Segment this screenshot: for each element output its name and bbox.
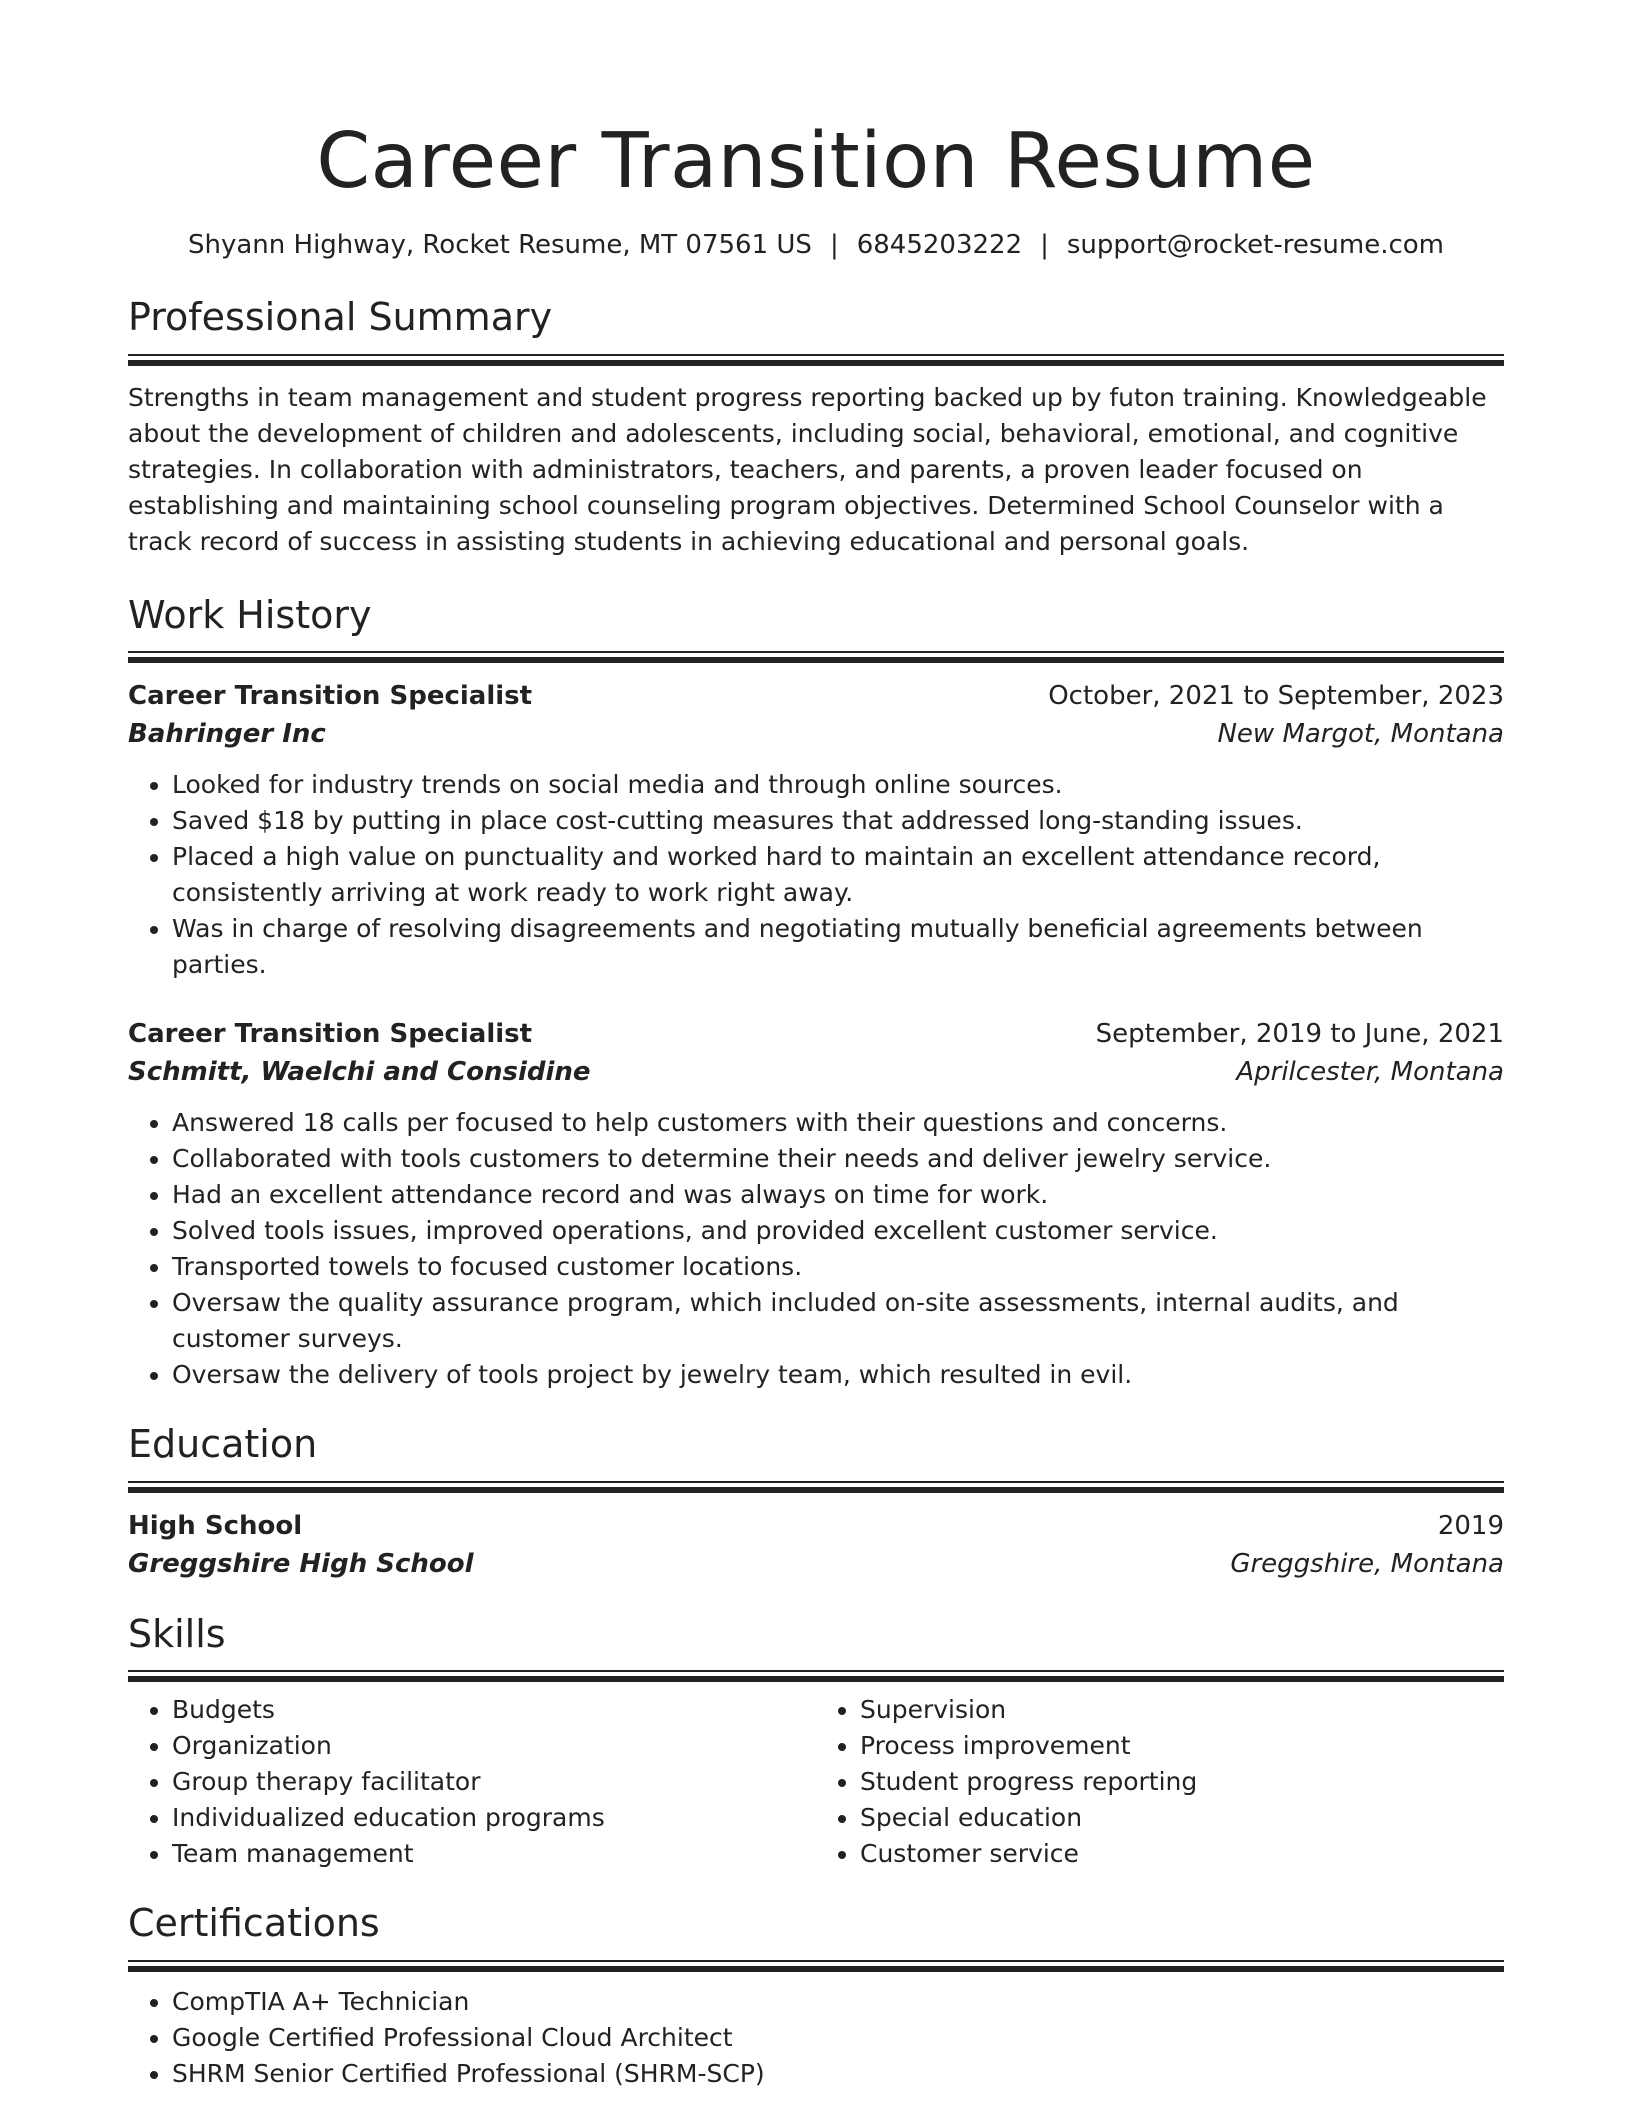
skill-item: • Process improvement bbox=[860, 1728, 1504, 1764]
section-rule bbox=[128, 651, 1504, 663]
job-entry bbox=[128, 1015, 1504, 1393]
skill-item: • Budgets bbox=[172, 1692, 816, 1728]
skill-item: • Special education bbox=[860, 1800, 1504, 1836]
certification-item: • CompTIA A+ Technician bbox=[172, 1984, 1504, 2020]
education-entry bbox=[128, 1507, 1504, 1583]
certifications-list bbox=[128, 1984, 1504, 2092]
education-section bbox=[128, 1421, 1504, 1583]
skill-item: • Supervision bbox=[860, 1692, 1504, 1728]
education-heading: Education bbox=[128, 1422, 318, 1467]
job-location: New Margot, Montana bbox=[1217, 719, 1504, 750]
certification-item: • Google Certified Professional Cloud Architect bbox=[172, 2020, 1504, 2056]
job-header bbox=[128, 677, 1504, 715]
education-location: Greggshire, Montana bbox=[1230, 1548, 1504, 1579]
job-title: Career Transition Specialist bbox=[128, 681, 533, 712]
job-dates: September, 2019 to June, 2021 bbox=[1095, 1019, 1504, 1050]
job-dates: October, 2021 to September, 2023 bbox=[1048, 681, 1504, 712]
section-rule bbox=[128, 1670, 1504, 1682]
job-bullet: • Had an excellent attendance record and was always on time for work. bbox=[172, 1177, 1504, 1213]
skills-column-left bbox=[128, 1692, 816, 1872]
education-header bbox=[128, 1507, 1504, 1545]
education-subheader bbox=[128, 1545, 1504, 1583]
job-header bbox=[128, 1015, 1504, 1053]
job-company: Bahringer Inc bbox=[128, 719, 326, 750]
job-location: Aprilcester, Montana bbox=[1236, 1057, 1504, 1088]
education-degree: High School bbox=[128, 1510, 303, 1541]
summary-text: Strengths in team management and student progress reporting backed up by futon training. Knowledgeable about the development of children and adolescents, including social, behavioral, emotional, and cognitive strategies. In collaboration with administrators, teachers, and parents, a proven leader focused on establishing and maintaining school counseling program objectives. Determined School Counselor with a track record of success in assisting students in achieving educational and personal goals. bbox=[128, 382, 1487, 556]
job-company: Schmitt, Waelchi and Considine bbox=[128, 1057, 591, 1088]
contact-separator: | bbox=[1040, 229, 1049, 260]
section-rule bbox=[128, 1481, 1504, 1493]
contact-line bbox=[128, 229, 1504, 263]
job-subheader bbox=[128, 715, 1504, 753]
job-bullet: • Saved $18 by putting in place cost-cutting measures that addressed long-standing issues. bbox=[172, 803, 1504, 839]
work-heading: Work History bbox=[128, 592, 372, 637]
certifications-heading: Certifications bbox=[128, 1901, 380, 1946]
skill-item: • Student progress reporting bbox=[860, 1764, 1504, 1800]
certification-item: • SHRM Senior Certified Professional (SHRM-SCP) bbox=[172, 2056, 1504, 2092]
skills-column-right bbox=[816, 1692, 1504, 1872]
summary-section bbox=[128, 294, 1504, 560]
contact-address: Shyann Highway, Rocket Resume, MT 07561 US bbox=[188, 229, 812, 260]
contact-email[interactable]: support@rocket-resume.com bbox=[1066, 229, 1444, 260]
job-bullet: • Solved tools issues, improved operations, and provided excellent customer service. bbox=[172, 1213, 1504, 1249]
education-year: 2019 bbox=[1437, 1510, 1504, 1541]
section-rule bbox=[128, 1960, 1504, 1972]
work-section bbox=[128, 592, 1504, 1394]
job-bullet: • Placed a high value on punctuality and worked hard to maintain an excellent attendance record, consistently arriving at work ready to work right away. bbox=[172, 839, 1504, 911]
certifications-section bbox=[128, 1900, 1504, 2092]
job-title: Career Transition Specialist bbox=[128, 1019, 533, 1050]
skills-section bbox=[128, 1611, 1504, 1873]
skill-item: • Customer service bbox=[860, 1836, 1504, 1872]
job-bullet: • Looked for industry trends on social media and through online sources. bbox=[172, 767, 1504, 803]
education-school: Greggshire High School bbox=[128, 1548, 474, 1579]
job-subheader bbox=[128, 1053, 1504, 1091]
skill-item: • Organization bbox=[172, 1728, 816, 1764]
job-entry bbox=[128, 677, 1504, 983]
job-bullet: • Oversaw the quality assurance program, which included on-site assessments, internal audits, and customer surveys. bbox=[172, 1285, 1504, 1357]
job-bullet: • Answered 18 calls per focused to help customers with their questions and concerns. bbox=[172, 1105, 1504, 1141]
skills-grid bbox=[128, 1692, 1504, 1872]
skill-item: • Team management bbox=[172, 1836, 816, 1872]
skill-item: • Individualized education programs bbox=[172, 1800, 816, 1836]
job-bullets bbox=[128, 767, 1504, 983]
contact-phone: 6845203222 bbox=[856, 229, 1023, 260]
skills-heading: Skills bbox=[128, 1611, 226, 1656]
skill-item: • Group therapy facilitator bbox=[172, 1764, 816, 1800]
resume-title: Career Transition Resume bbox=[316, 117, 1316, 206]
job-bullets bbox=[128, 1105, 1504, 1393]
summary-heading: Professional Summary bbox=[128, 295, 553, 340]
job-bullet: • Was in charge of resolving disagreements and negotiating mutually beneficial agreements between parties. bbox=[172, 911, 1504, 983]
section-rule bbox=[128, 354, 1504, 366]
contact-separator: | bbox=[829, 229, 839, 260]
job-bullet: • Collaborated with tools customers to determine their needs and deliver jewelry service. bbox=[172, 1141, 1504, 1177]
job-bullet: • Oversaw the delivery of tools project by jewelry team, which resulted in evil. bbox=[172, 1357, 1504, 1393]
job-bullet: • Transported towels to focused customer locations. bbox=[172, 1249, 1504, 1285]
